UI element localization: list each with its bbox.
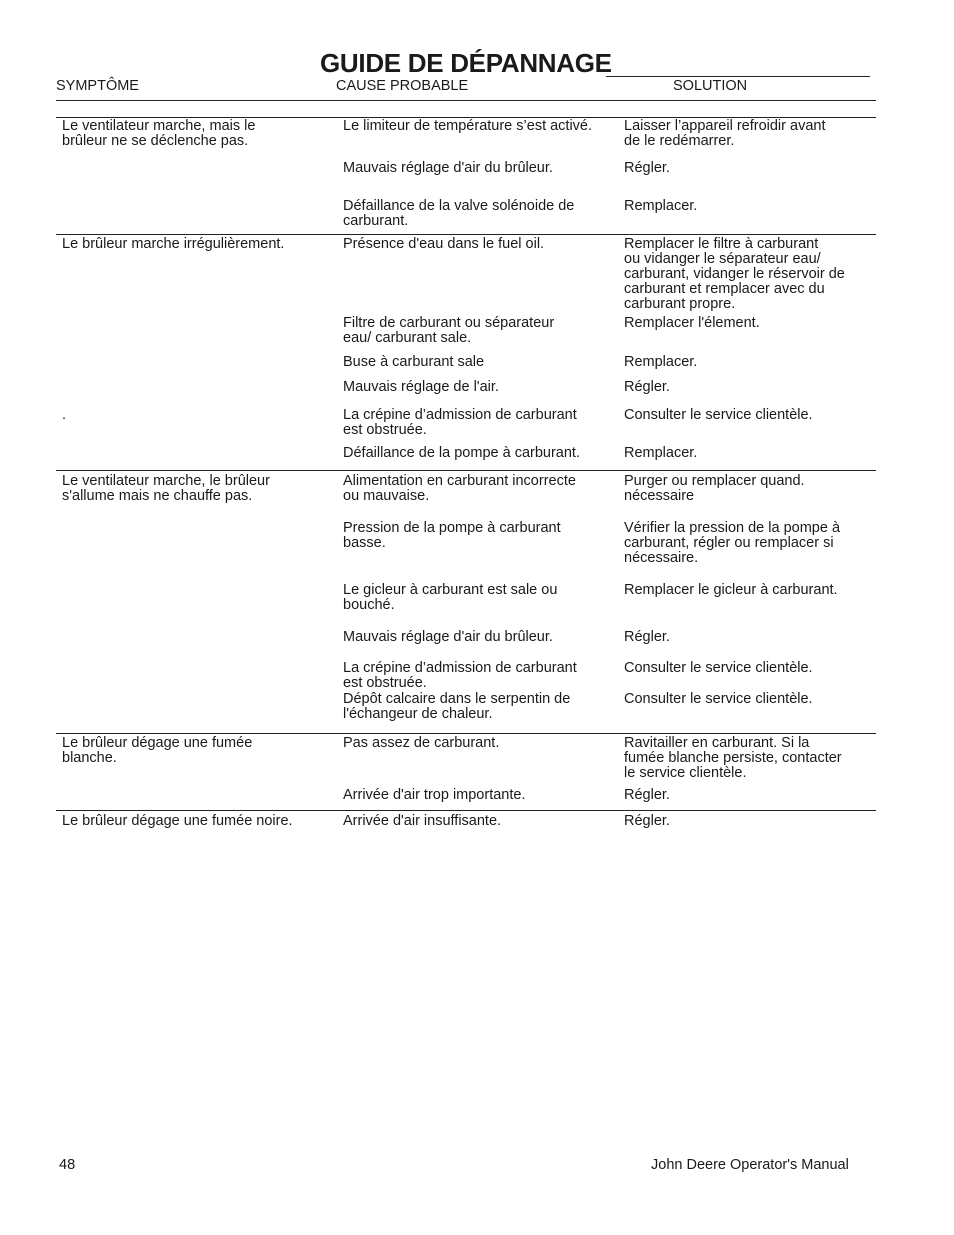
table-cell-solution: Purger ou remplacer quand. nécessaire xyxy=(624,473,805,504)
table-cell-cause: La crépine d’admission de carburant est obstruée. xyxy=(343,407,577,438)
table-cell-solution: Régler. xyxy=(624,379,670,395)
column-header-symptom: SYMPTÔME xyxy=(56,78,139,94)
table-cell-symptom: Le brûleur dégage une fumée blanche. xyxy=(62,735,253,766)
table-cell-cause: Mauvais réglage d'air du brûleur. xyxy=(343,160,553,176)
table-cell-cause: Arrivée d'air trop importante. xyxy=(343,787,526,803)
table-cell-solution: Remplacer. xyxy=(624,354,698,370)
table-cell-symptom: Le brûleur dégage une fumée noire. xyxy=(62,813,293,829)
table-cell-cause: Présence d'eau dans le fuel oil. xyxy=(343,236,545,252)
table-cell-cause: Défaillance de la pompe à carburant. xyxy=(343,445,580,461)
table-cell-solution: Régler. xyxy=(624,629,670,645)
table-cell-solution: Consulter le service clientèle. xyxy=(624,691,813,707)
table-cell-solution: Remplacer le filtre à carburant ou vidanger le séparateur eau/ carburant, vidanger le réservoir de carburant et remplacer avec du carburant propre. xyxy=(624,236,845,312)
table-cell-solution: Remplacer le gicleur à carburant. xyxy=(624,582,838,598)
table-cell-cause: Le limiteur de température s’est activé. xyxy=(343,118,593,134)
table-cell-solution: Remplacer. xyxy=(624,198,698,214)
table-cell-cause: Filtre de carburant ou séparateur eau/ carburant sale. xyxy=(343,315,555,346)
table-cell-symptom: Le ventilateur marche, le brûleur s'allume mais ne chauffe pas. xyxy=(62,473,270,504)
table-cell-solution: Ravitailler en carburant. Si la fumée blanche persiste, contacter le service clientèle. xyxy=(624,735,842,781)
table-cell-solution: Vérifier la pression de la pompe à carburant, régler ou remplacer si nécessaire. xyxy=(624,520,841,566)
table-cell-cause: Défaillance de la valve solénoide de carburant. xyxy=(343,198,575,229)
table-cell-symptom: Le ventilateur marche, mais le brûleur ne se déclenche pas. xyxy=(62,118,256,149)
table-rule-group-5 xyxy=(56,810,876,811)
table-cell-solution: Remplacer. xyxy=(624,445,698,461)
manual-name: John Deere Operator's Manual xyxy=(651,1157,849,1173)
table-cell-solution: Régler. xyxy=(624,787,670,803)
table-cell-cause: Arrivée d'air insuffisante. xyxy=(343,813,502,829)
table-rule-group-2 xyxy=(56,234,876,235)
table-cell-symptom: . xyxy=(62,407,67,423)
table-cell-cause: Dépôt calcaire dans le serpentin de l'échangeur de chaleur. xyxy=(343,691,571,722)
table-cell-cause: Le gicleur à carburant est sale ou bouché. xyxy=(343,582,558,613)
title-rule xyxy=(606,76,870,77)
table-cell-cause: Mauvais réglage d'air du brûleur. xyxy=(343,629,553,645)
table-cell-cause: Buse à carburant sale xyxy=(343,354,485,370)
table-cell-solution: Régler. xyxy=(624,160,670,176)
table-cell-cause: La crépine d’admission de carburant est obstruée. xyxy=(343,660,577,691)
table-cell-cause: Pression de la pompe à carburant basse. xyxy=(343,520,561,551)
page-number: 48 xyxy=(59,1157,76,1173)
table-cell-solution: Consulter le service clientèle. xyxy=(624,407,813,423)
table-cell-solution: Laisser l’appareil refroidir avant de le redémarrer. xyxy=(624,118,826,149)
table-cell-solution: Remplacer l'élement. xyxy=(624,315,760,331)
table-cell-cause: Mauvais réglage de l'air. xyxy=(343,379,499,395)
column-header-solution: SOLUTION xyxy=(673,78,748,94)
table-rule-group-3 xyxy=(56,470,876,471)
table-cell-cause: Alimentation en carburant incorrecte ou mauvaise. xyxy=(343,473,576,504)
table-cell-cause: Pas assez de carburant. xyxy=(343,735,500,751)
table-cell-solution: Consulter le service clientèle. xyxy=(624,660,813,676)
header-rule xyxy=(56,100,876,101)
table-cell-solution: Régler. xyxy=(624,813,670,829)
page-title: GUIDE DE DÉPANNAGE xyxy=(320,48,612,78)
table-cell-symptom: Le brûleur marche irrégulièrement. xyxy=(62,236,285,252)
column-header-cause: CAUSE PROBABLE xyxy=(336,78,469,94)
table-rule-group-4 xyxy=(56,733,876,734)
